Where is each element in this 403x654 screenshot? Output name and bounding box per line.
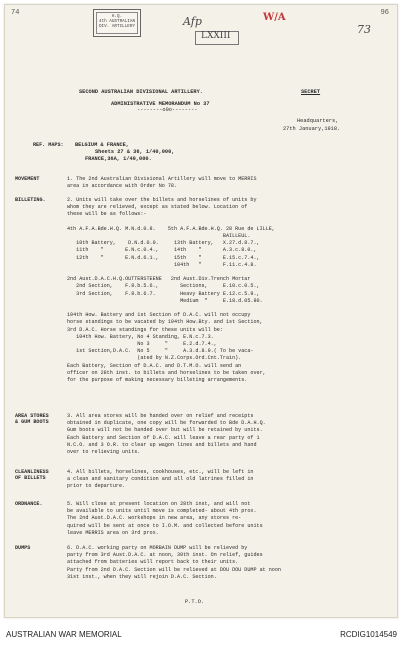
archive-record-id: RCDIG1014549 [340,630,397,639]
stamp-line-2: 4th AUSTRALIAN [98,19,136,24]
corner-number-left: 74 [11,9,20,17]
section-text-billeting: 2. Units will take over the billets and horselines of units by whom they are relieved, except as stated below. Location of these will be as follows:- 4th A.F.A.Bde.H.Q. M.N.d.0.8. 5th A.F.A.Bde.H.Q. 28 Rue de LILLE, BAILLEUL. 10th Battery, D.N.d.0.0. 13th Battery, X.27.d.8.7., 11th " E.N.c.0.4., 14th " A.3.c.8.0., 12th " E.N.d.6.1., 15th " E.15.c.7.4., 104th " F.11.c.4.8. 2nd Aust.D.A.C.H.Q.OUTTERSTEENE 2nd Aust.Div.Trench Mortar 2nd Section, F.8.b.5.6., Sections, E.10.c.0.5., 3rd Section, F.8.b.6.7. Heavy Battery E.12.c.5.9., Medium " E.18.d.05.80. 104th How. Battery and 1st Section of D.A.C. will not occupy horse standings to be vacated by 104th How.Bty. and 1st Section, 3rd D.A.C. Horse standings for these units will be: 104th How. Battery, No 4 Standing, E.N.c.7.3. No 3 " E.2.d.7.4., 1st Section,D.A.C. No 5 " A.3.d.8.9.( To be vaca- (ated by N.Z.Corps.Ord.Cnt.Train). Each Battery, Section of D.A.C. and D.T.M.O. will send an officer on 28th inst. to billets and horselines to be taken over, for the purpose of making necessary billeting arrangements. [67,197,275,384]
section-heading-movement: MOVEMENT [15,176,40,182]
headquarters-stamp [93,9,141,37]
section-heading-dumps: DUMPS [15,545,31,551]
handwritten-initials: Afp [183,15,202,28]
memo-title-rule: --------o0o-------- [137,107,198,113]
memo-unit-title: SECOND AUSTRALIAN DIVISIONAL ARTILLERY. [79,89,203,95]
section-heading-cleanliness: CLEANLINESS OF BILLETS [15,469,49,481]
ref-maps-label: REF. MAPS: [33,142,64,148]
memo-title: ADMINISTRATIVE MEMORANDUM No 37 [111,101,210,107]
section-heading-ordnance: ORDNANCE. [15,501,43,507]
section-text-ordnance: 5. Will close at present location on 28th inst, and will not be available to units until move is completed- about 4th prox. The 2nd Aust.D.A.C. workshops in new area, any stores re- quired will be sent at once to I.O.M. and collected before units leave MERRIS area on 3rd prox. [67,501,263,536]
section-text-movement: 1. The 2nd Australian Divisional Artillery will move to MERRIS area in accordance with Order No 78. [67,176,257,190]
classification-label: SECRET [301,89,321,95]
stamp-line-1: H.Q. [111,14,123,19]
corner-number-right: 96 [380,9,389,17]
section-heading-area-stores: AREA STORES & GUM BOOTS [15,413,49,425]
archive-footer [0,626,403,646]
please-turn-over: P.T.O. [185,599,205,605]
ref-maps-line-3: FRANCE,36A, 1/40,000. [85,156,152,162]
headquarters-label: Headquarters, [297,118,339,124]
red-handwritten-mark: W/A [263,12,286,23]
stamp-line-3: DIV. ARTILLERY [98,24,136,29]
archive-name: AUSTRALIAN WAR MEMORIAL [6,630,122,639]
section-text-dumps: 6. D.A.C. working party on MORBAIN DUMP will be relieved by party from 3rd Aust.D.A.C. at noon, 30th inst. On relief, guides attached from batteries will report back to their units. Party from 2nd D.A.C. Section will be relieved at DOU DOU DUMP at noon 31st inst., when they will rejoin D.A.C. Section. [67,545,281,580]
section-heading-billeting: BILLETING. [15,197,46,203]
memo-date: 27th January,1918. [283,126,341,132]
section-text-cleanliness: 4. All billets, horselines, cookhouses, etc., will be left in a clean and sanitary condition and all old latrines filled in prior to departure. [67,469,254,490]
document-page [4,4,398,618]
ref-maps-line-2: Sheets 27 & 36, 1/40,000, [95,149,175,155]
handwritten-reference: LXXIII [201,31,231,41]
section-text-area-stores: 3. All area stores will be handed over on relief and receipts obtained in duplicate, one copy will be forwarded to Bde D.A.H.Q. Gum boots will not be handed over but will be retained by units. Each Battery and Section of D.A.C. will leave a rear party of 1 N.C.O. and 3 O.R. to clear up wagon lines and billets and hand over to relieving units. [67,413,266,456]
handwritten-folio: 73 [357,23,371,36]
ref-maps-line-1: BELGIUM & FRANCE, [75,142,130,148]
